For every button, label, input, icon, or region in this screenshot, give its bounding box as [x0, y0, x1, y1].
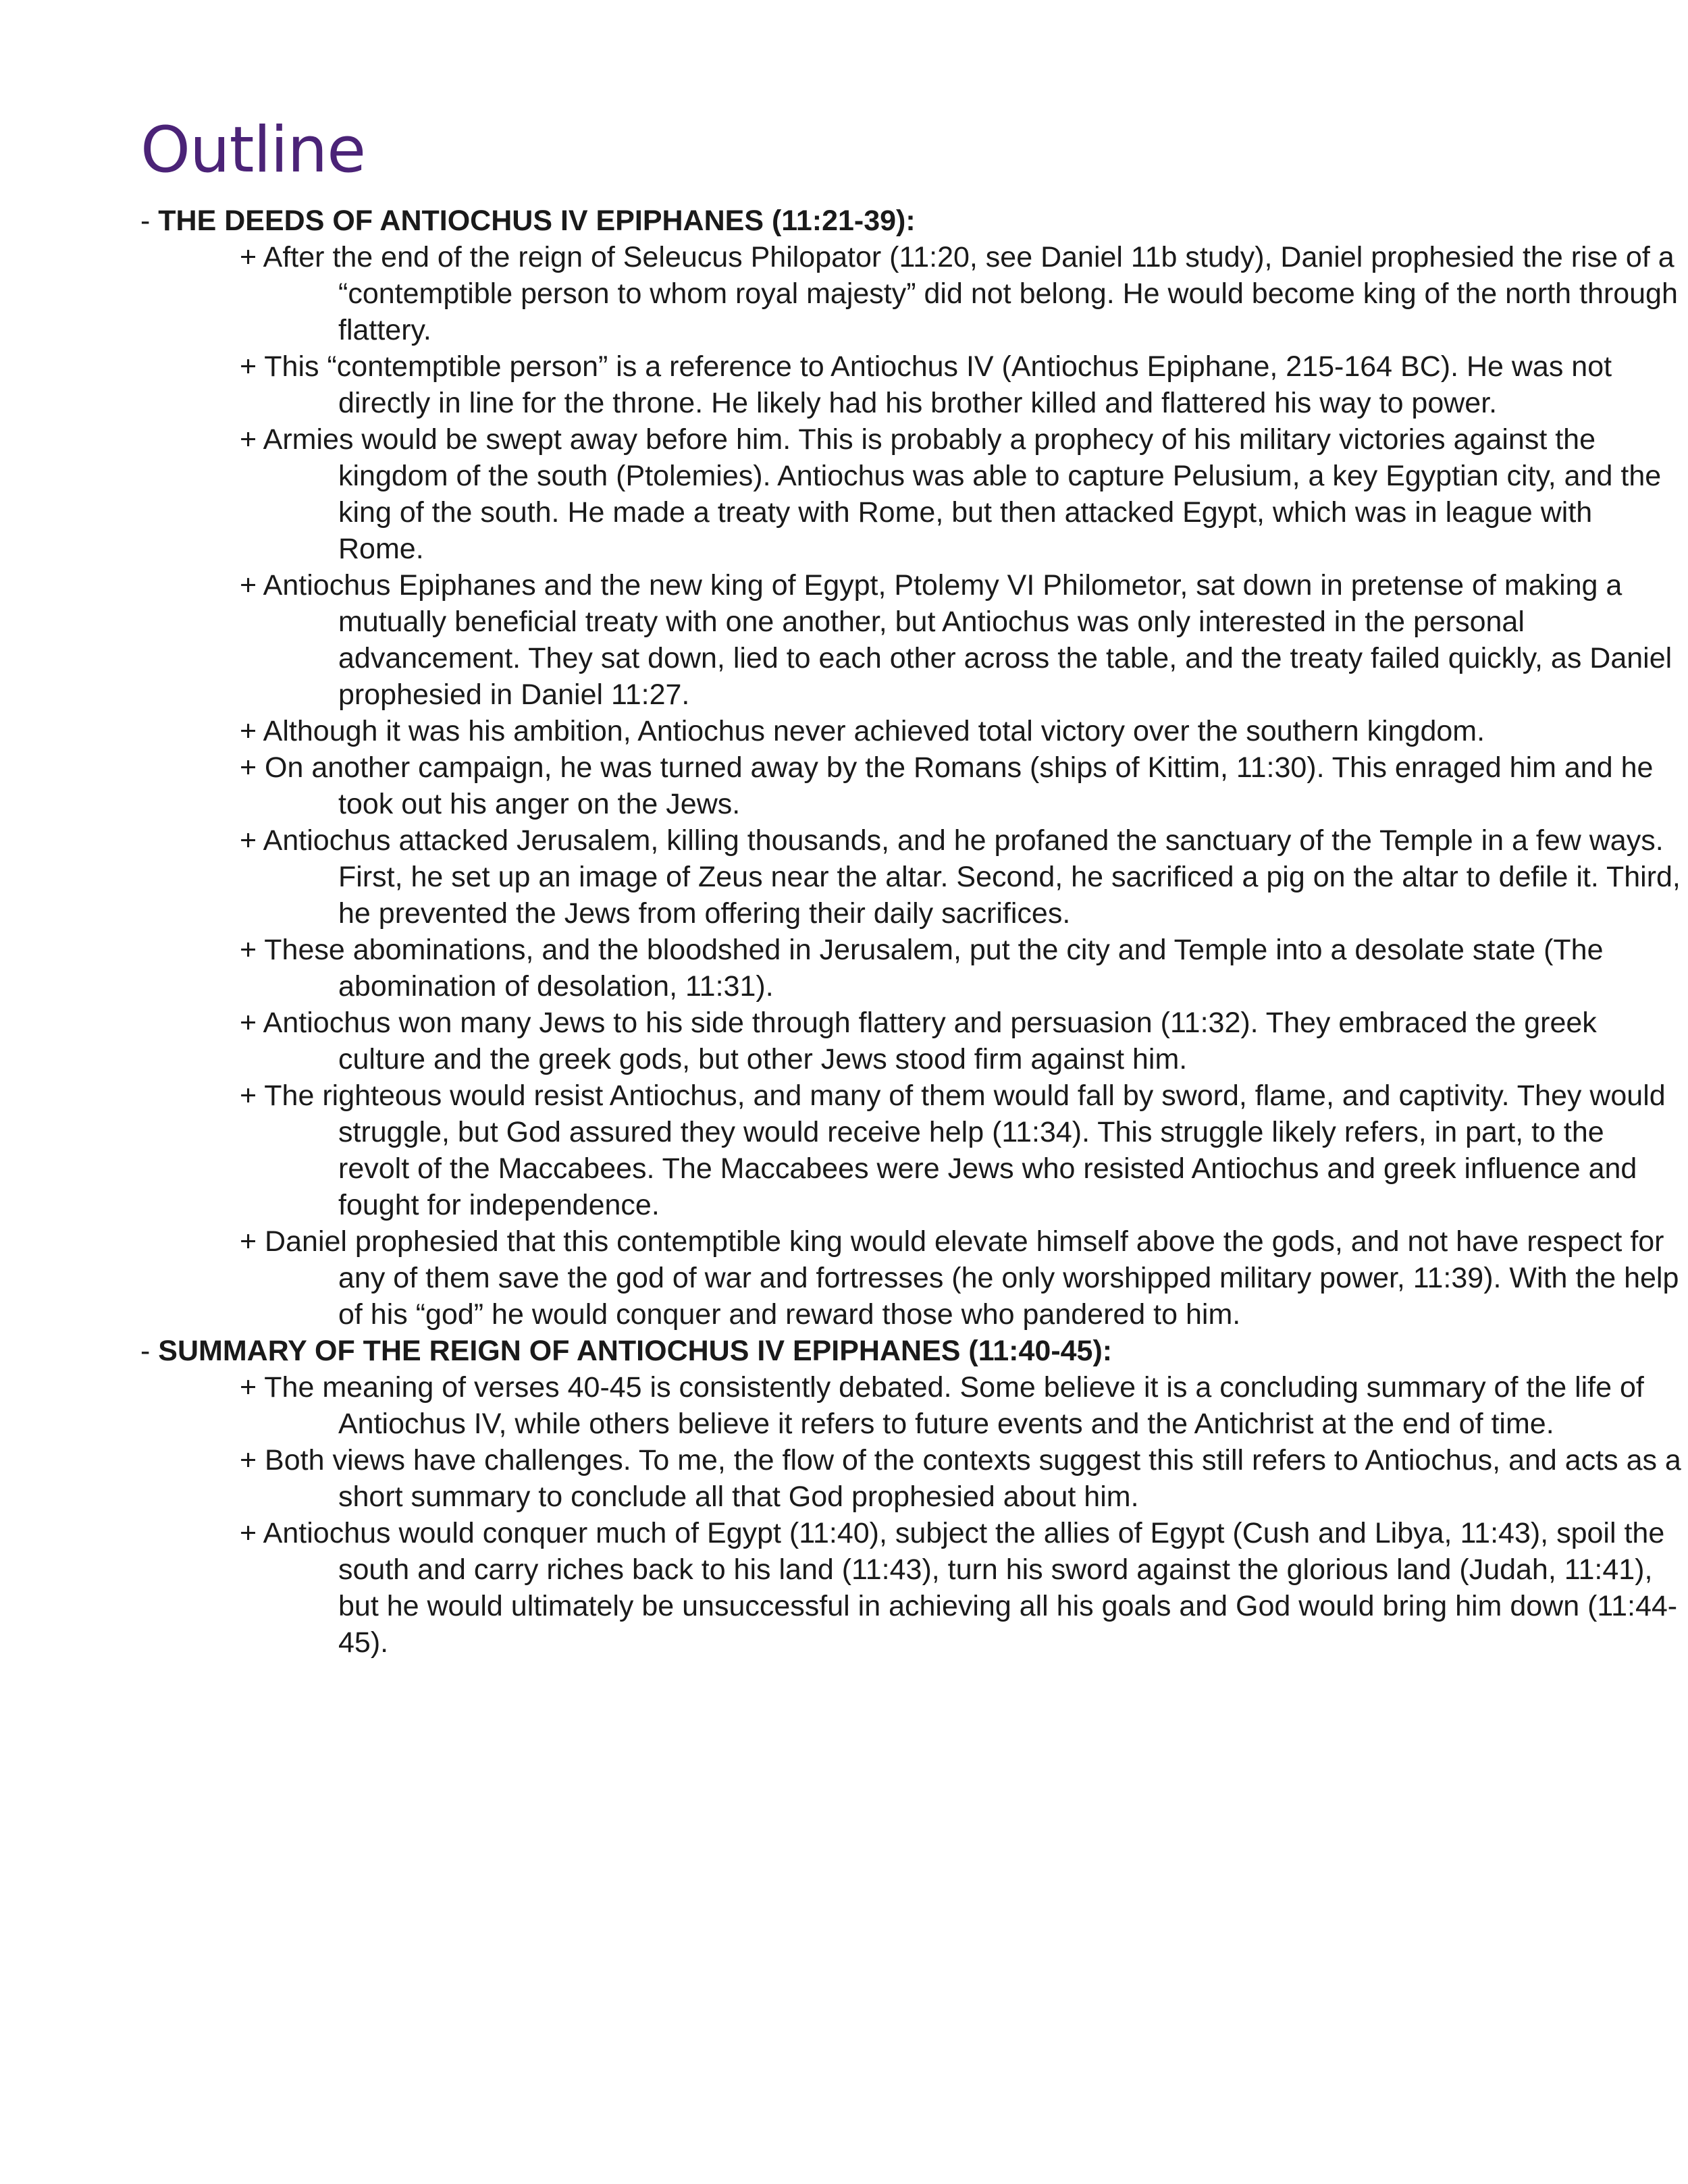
bullet-item: + Antiochus would conquer much of Egypt (11:40), subject the allies of Egypt (Cush and Libya, 11:43), spoil the south and carry riches back to his land (11:43), turn his sword against the glorious land (Judah, 11:41), but he would ultimately be unsuccessful in achieving all his goals and God would bring him down (11:44-45). [240, 1517, 1678, 1659]
section-dash: - [140, 1335, 151, 1367]
page-title: Outline [140, 113, 366, 187]
section-deeds-of-antiochus [140, 203, 1681, 1333]
section-summary-of-reign [140, 1333, 1681, 1661]
bullet-item: + Daniel prophesied that this contemptible king would elevate himself above the gods, and not have respect for any of them save the god of war and fortresses (he only worshipped military power, 11:39). With the help of his “god” he would conquer and reward those who pandered to him. [240, 1225, 1679, 1331]
section-dash: - [140, 205, 151, 237]
section-heading-text: SUMMARY OF THE REIGN OF ANTIOCHUS IV EPIPHANES (11:40-45): [158, 1335, 1113, 1367]
bullet-item: + Both views have challenges. To me, the flow of the contexts suggest this still refers to Antiochus, and acts as a short summary to conclude all that God prophesied about him. [240, 1444, 1681, 1513]
bullet-item: + After the end of the reign of Seleucus Philopator (11:20, see Daniel 11b study), Daniel prophesied the rise of a “contemptible person to whom royal majesty” did not belong. He would become king of the north through flattery. [240, 241, 1678, 346]
bullet-list [140, 239, 1681, 1333]
bullet-item: + Although it was his ambition, Antiochus never achieved total victory over the southern kingdom. [240, 715, 1485, 747]
bullet-item: + The meaning of verses 40-45 is consistently debated. Some believe it is a concluding summary of the life of Antiochus IV, while others believe it refers to future events and the Antichrist at the end of time. [240, 1371, 1644, 1440]
bullet-list [140, 1369, 1681, 1661]
bullet-item: + Antiochus Epiphanes and the new king of Egypt, Ptolemy VI Philometor, sat down in pretense of making a mutually beneficial treaty with one another, but Antiochus was only interested in the personal advancement. They sat down, lied to each other across the table, and the treaty failed quickly, as Daniel prophesied in Daniel 11:27. [240, 569, 1672, 711]
bullet-item: + Armies would be swept away before him. This is probably a prophecy of his military victories against the kingdom of the south (Ptolemies). Antiochus was able to capture Pelusium, a key Egyptian city, and the king of the south. He made a treaty with Rome, but then attacked Egypt, which was in league with Rome. [240, 423, 1662, 565]
section-heading [140, 203, 1565, 239]
bullet-item: + Antiochus won many Jews to his side through flattery and persuasion (11:32). They embraced the greek culture and the greek gods, but other Jews stood firm against him. [240, 1007, 1597, 1075]
section-heading [140, 1333, 1565, 1369]
bullet-item: + This “contemptible person” is a reference to Antiochus IV (Antiochus Epiphane, 215-164 BC). He was not directly in line for the throne. He likely had his brother killed and flattered his way to power. [240, 350, 1612, 419]
outline-body [140, 203, 1681, 1661]
bullet-item: + These abominations, and the bloodshed in Jerusalem, put the city and Temple into a desolate state (The abomination of desolation, 11:31). [240, 934, 1604, 1003]
bullet-item: + Antiochus attacked Jerusalem, killing thousands, and he profaned the sanctuary of the Temple in a few ways. First, he set up an image of Zeus near the altar. Second, he sacrificed a pig on the altar to defile it. Third, he prevented the Jews from offering their daily sacrifices. [240, 824, 1681, 930]
bullet-item: + The righteous would resist Antiochus, and many of them would fall by sword, flame, and captivity. They would struggle, but God assured they would receive help (11:34). This struggle likely refers, in part, to the revolt of the Maccabees. The Maccabees were Jews who resisted Antiochus and greek influence and fought for independence. [240, 1080, 1666, 1221]
bullet-item: + On another campaign, he was turned away by the Romans (ships of Kittim, 11:30). This enraged him and he took out his anger on the Jews. [240, 751, 1654, 820]
section-heading-text: THE DEEDS OF ANTIOCHUS IV EPIPHANES (11:21-39): [158, 205, 916, 237]
